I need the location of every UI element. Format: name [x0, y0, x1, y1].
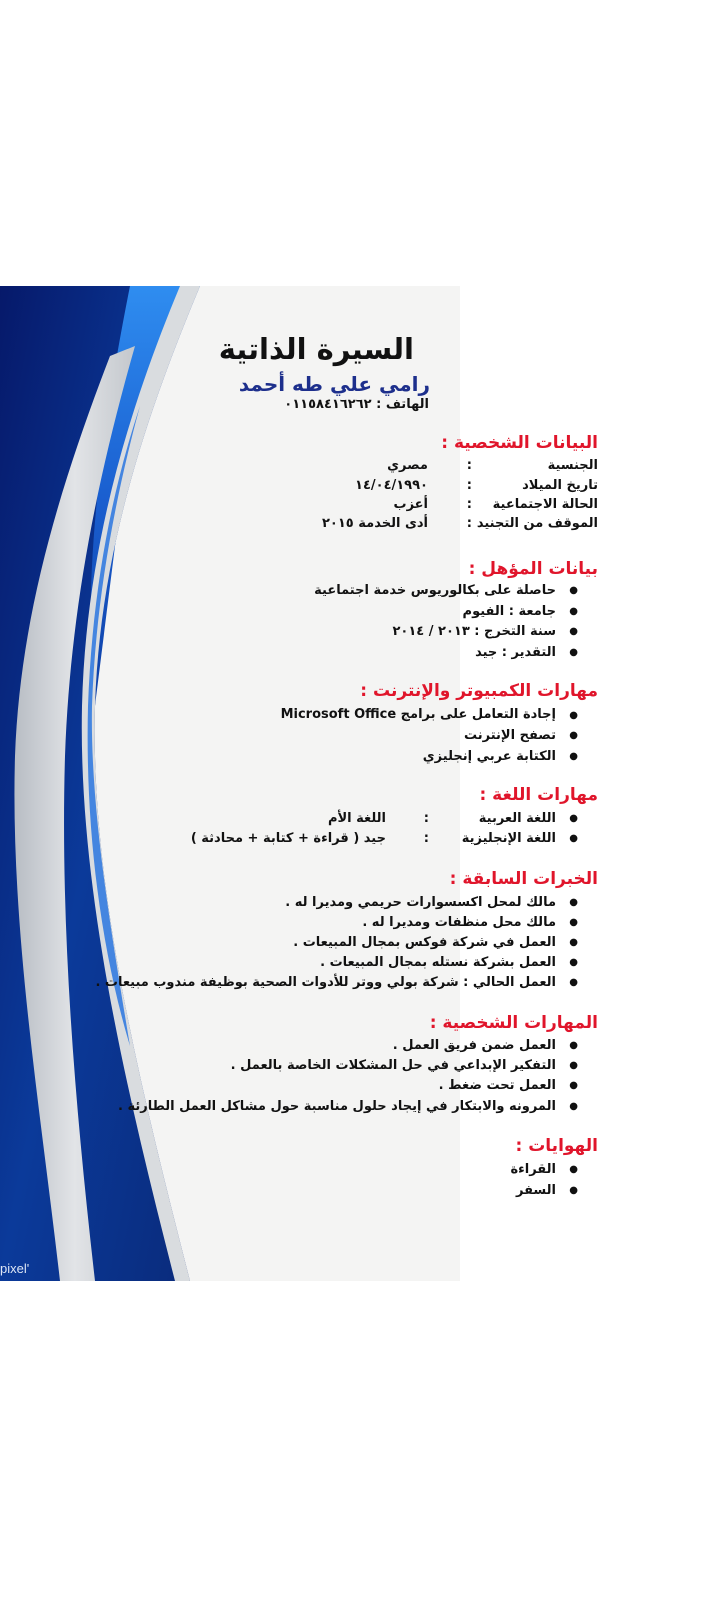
page-title: السيرة الذاتية — [218, 332, 414, 366]
language-colon: : — [423, 811, 429, 826]
bullet-icon: ● — [569, 710, 578, 721]
computer-skill-item: إجادة التعامل على برامج Microsoft Office — [280, 707, 556, 722]
hobby-item: القراءة — [510, 1162, 556, 1177]
marital-status-label: الحالة الاجتماعية — [492, 497, 598, 512]
military-status-colon: : — [466, 516, 472, 531]
hobbies-heading: الهوايات : — [515, 1136, 598, 1156]
military-status-value: أدى الخدمة ٢٠١٥ — [322, 516, 428, 531]
cv-document — [0, 286, 720, 1281]
candidate-name: رامي علي طه أحمد — [238, 372, 430, 396]
computer-skill-item: تصفح الإنترنت — [464, 728, 556, 743]
bullet-icon: ● — [569, 937, 578, 948]
birthdate-value: ١٤/٠٤/١٩٩٠ — [355, 478, 428, 493]
personal-data-heading: البيانات الشخصية : — [441, 433, 598, 453]
phone-number: الهاتف : ٠١١٥٨٤١٦٢٦٢ — [284, 397, 429, 412]
qualification-item: سنة التخرج : ٢٠١٣ / ٢٠١٤ — [392, 624, 556, 639]
personal-skills-heading: المهارات الشخصية : — [429, 1013, 598, 1033]
nationality-label: الجنسية — [547, 458, 598, 473]
bullet-icon: ● — [569, 917, 578, 928]
bullet-icon: ● — [569, 585, 578, 596]
experience-item: العمل في شركة فوكس بمجال المبيعات . — [293, 935, 556, 950]
birthdate-label: تاريخ الميلاد — [522, 478, 598, 493]
language-colon: : — [423, 831, 429, 846]
personal-skill-item: العمل ضمن فريق العمل . — [392, 1038, 556, 1053]
qualification-item: حاصلة على بكالوريوس خدمة اجتماعية — [314, 583, 556, 598]
qualification-item: التقدير : جيد — [475, 645, 556, 660]
language-level: اللغة الأم — [327, 811, 386, 826]
nationality-colon: : — [466, 458, 472, 473]
marital-status-value: أعزب — [393, 497, 428, 512]
computer-skill-item: الكتابة عربي إنجليزي — [422, 749, 556, 764]
bullet-icon: ● — [569, 626, 578, 637]
bullet-icon: ● — [569, 751, 578, 762]
language-skills-heading: مهارات اللغة : — [479, 785, 598, 805]
bullet-icon: ● — [569, 1164, 578, 1175]
birthdate-colon: : — [466, 478, 472, 493]
experience-item: مالك محل منظفات ومديرا له . — [362, 915, 556, 930]
bullet-icon: ● — [569, 1040, 578, 1051]
experience-item: العمل بشركة نستله بمجال المبيعات . — [320, 955, 556, 970]
personal-skill-item: العمل تحت ضغط . — [438, 1078, 556, 1093]
watermark: pixel' — [0, 1261, 30, 1276]
bullet-icon: ● — [569, 606, 578, 617]
bullet-icon: ● — [569, 1185, 578, 1196]
bullet-icon: ● — [569, 957, 578, 968]
bullet-icon: ● — [569, 1101, 578, 1112]
qualification-heading: بيانات المؤهل : — [468, 559, 598, 579]
bullet-icon: ● — [569, 647, 578, 658]
nationality-value: مصري — [387, 458, 428, 473]
language-label: اللغة العربية — [478, 811, 556, 826]
blue-wave-decoration — [0, 286, 460, 1281]
personal-skill-item: التفكير الإبداعي في حل المشكلات الخاصة بالعمل . — [230, 1058, 556, 1073]
experience-item: العمل الحالي : شركة بولي ووتر للأدوات الصحية بوظيفة مندوب مبيعات . — [95, 975, 556, 990]
marital-status-colon: : — [466, 497, 472, 512]
experience-item: مالك لمحل اكسسوارات حريمي ومديرا له . — [285, 895, 556, 910]
bullet-icon: ● — [569, 1080, 578, 1091]
bullet-icon: ● — [569, 730, 578, 741]
hobby-item: السفر — [515, 1183, 556, 1198]
computer-skills-heading: مهارات الكمبيوتر والإنترنت : — [360, 681, 598, 701]
bullet-icon: ● — [569, 897, 578, 908]
personal-skill-item: المرونه والابتكار في إيجاد حلول مناسبة حول مشاكل العمل الطارئة . — [117, 1099, 556, 1114]
language-label: اللغة الإنجليزية — [461, 831, 556, 846]
bullet-icon: ● — [569, 977, 578, 988]
qualification-item: جامعة : الفيوم — [462, 604, 556, 619]
experience-heading: الخبرات السابقة : — [449, 869, 598, 889]
bullet-icon: ● — [569, 813, 578, 824]
military-status-label: الموقف من التجنيد — [476, 516, 598, 531]
language-level: جيد ( قراءة + كتابة + محادثة ) — [190, 831, 386, 846]
bullet-icon: ● — [569, 1060, 578, 1071]
bullet-icon: ● — [569, 833, 578, 844]
